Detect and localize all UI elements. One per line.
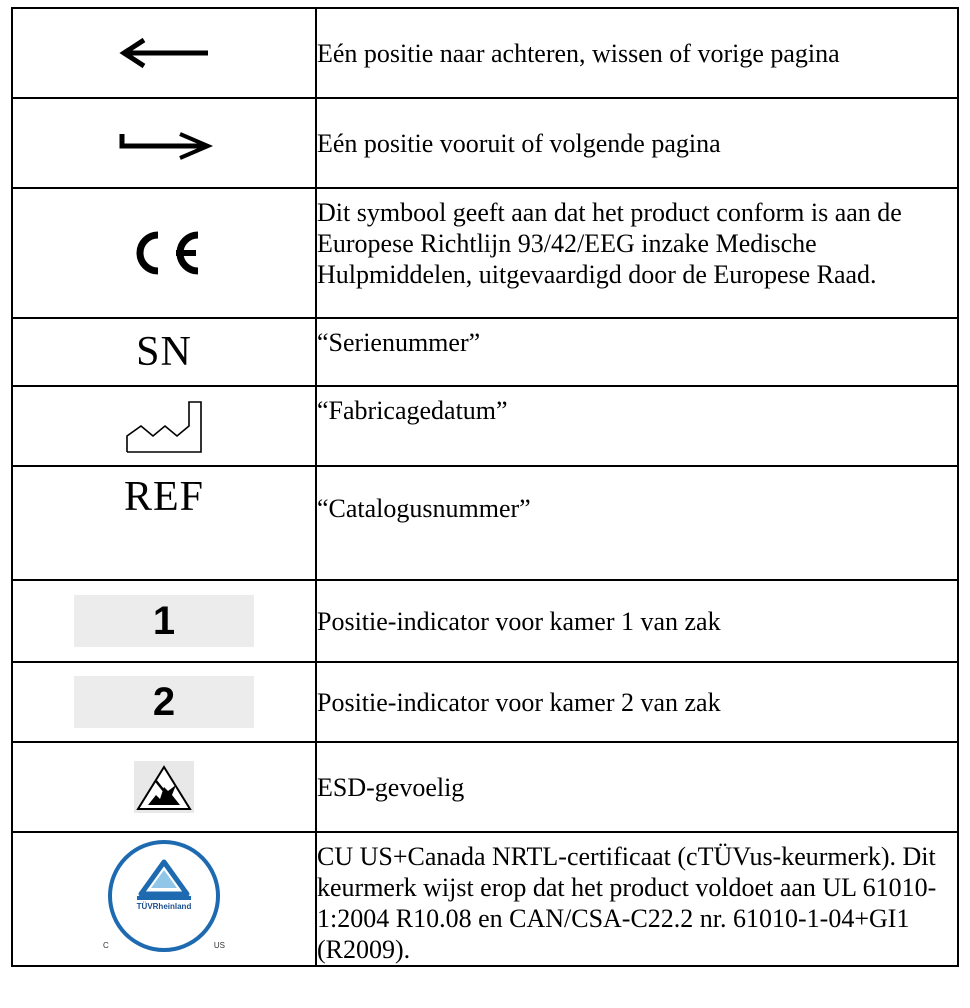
manufacture-date-icon bbox=[123, 398, 205, 454]
back-arrow-icon bbox=[118, 36, 210, 70]
table-row bbox=[12, 662, 958, 742]
table-row bbox=[12, 466, 958, 580]
description-cell: Positie-indicator voor kamer 1 van zak bbox=[316, 580, 958, 662]
description-cell: “Fabricagedatum” bbox=[316, 386, 958, 466]
table-row bbox=[12, 8, 958, 98]
esd-warning-icon bbox=[134, 761, 194, 813]
symbol-cell bbox=[12, 832, 316, 966]
table-row bbox=[12, 98, 958, 188]
symbol-cell bbox=[12, 188, 316, 318]
description-cell: “Catalogusnummer” bbox=[316, 466, 958, 580]
table-row bbox=[12, 318, 958, 386]
symbol-cell bbox=[12, 8, 316, 98]
tuv-logo-us: US bbox=[213, 940, 225, 950]
forward-arrow-icon bbox=[114, 126, 214, 160]
table-row bbox=[12, 832, 958, 966]
tuv-logo-icon bbox=[69, 838, 259, 956]
table-row bbox=[12, 742, 958, 832]
description-cell: CU US+Canada NRTL-certificaat (cTÜVus-keurmerk). Dit keurmerk wijst erop dat het product voldoet aan UL 61010-1:2004 R10.08 en CAN/CSA-C22.2 nr. 61010-1-04+GI1 (R2009). bbox=[316, 832, 958, 966]
tuv-logo-text: TÜVRheinland bbox=[136, 901, 192, 911]
symbol-cell bbox=[12, 662, 316, 742]
description-cell: ESD-gevoelig bbox=[316, 742, 958, 832]
chamber-2-indicator: 2 bbox=[74, 676, 254, 728]
symbol-cell bbox=[12, 742, 316, 832]
description-cell: Positie-indicator voor kamer 2 van zak bbox=[316, 662, 958, 742]
chamber-1-indicator: 1 bbox=[74, 595, 254, 647]
description-cell: Dit symbool geeft aan dat het product conform is aan de Europese Richtlijn 93/42/EEG inzake Medische Hulpmiddelen, uitgevaardigd door de Europese Raad. bbox=[316, 188, 958, 318]
ce-mark-icon bbox=[124, 229, 204, 277]
symbol-cell bbox=[12, 386, 316, 466]
symbol-cell bbox=[12, 466, 316, 580]
symbol-cell bbox=[12, 318, 316, 386]
tuv-rheinland-logo bbox=[69, 838, 259, 956]
serial-number-symbol: SN bbox=[136, 329, 192, 375]
symbol-cell bbox=[12, 98, 316, 188]
description-cell: Eén positie naar achteren, wissen of vorige pagina bbox=[316, 8, 958, 98]
table-row bbox=[12, 188, 958, 318]
table-row bbox=[12, 386, 958, 466]
tuv-logo-c: C bbox=[103, 940, 109, 950]
description-cell: “Serienummer” bbox=[316, 318, 958, 386]
symbol-table bbox=[11, 7, 959, 967]
description-cell: Eén positie vooruit of volgende pagina bbox=[316, 98, 958, 188]
catalog-number-symbol: REF bbox=[123, 474, 205, 520]
table-row bbox=[12, 580, 958, 662]
symbol-cell bbox=[12, 580, 316, 662]
